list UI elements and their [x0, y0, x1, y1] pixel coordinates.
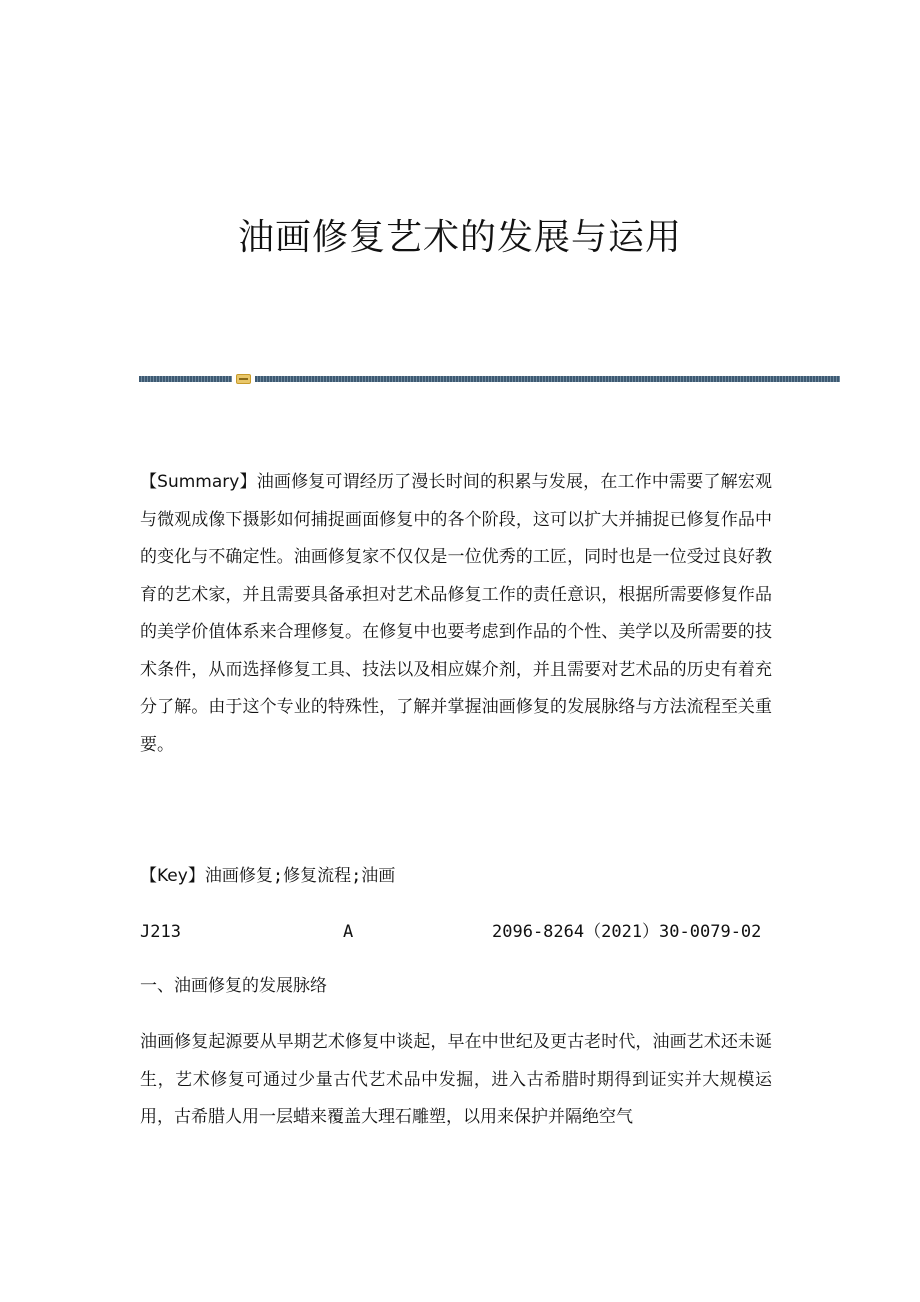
document-code: A — [343, 922, 354, 942]
keywords-paragraph — [140, 858, 772, 896]
divider-ornament-icon — [236, 374, 251, 384]
title-divider — [139, 374, 840, 384]
keywords-label: 【Key】 — [140, 866, 205, 886]
keywords-text: 油画修复;修复流程;油画 — [204, 866, 396, 886]
summary-text: 油画修复可谓经历了漫长时间的积累与发展，在工作中需要了解宏观与微观成像下摄影如何捕捉画面修复中的各个阶段，这可以扩大并捕捉已修复作品中的变化与不确定性。油画修复家不仅仅是一位优秀的工匠，同时也是一位受过良好教育的艺术家，并且需要具备承担对艺术品修复工作的责任意识，根据所需要修复作品的美学价值体系来合理修复。在修复中也要考虑到作品的个性、美学以及所需要的技术条件，从而选择修复工具、技法以及相应媒介剂，并且需要对艺术品的历史有着充分了解。由于这个专业的特殊性，了解并掌握油画修复的发展脉络与方法流程至关重要。 — [140, 472, 772, 755]
article-number: 2096-8264（2021）30-0079-02 — [492, 922, 762, 942]
divider-bar-right — [255, 376, 840, 382]
summary-label: 【Summary】 — [140, 472, 257, 492]
clc-number: J213 — [140, 922, 181, 942]
document-title: 油画修复艺术的发展与运用 — [237, 217, 682, 258]
summary-paragraph — [140, 464, 772, 764]
section-heading: 一、油画修复的发展脉络 — [140, 976, 327, 996]
classification-row — [140, 913, 780, 951]
divider-bar-left — [139, 376, 232, 382]
section-body: 油画修复起源要从早期艺术修复中谈起，早在中世纪及更古老时代，油画艺术还未诞生，艺术修复可通过少量古代艺术品中发掘，进入古希腊时期得到证实并大规模运用，古希腊人用一层蜡来覆盖大理石雕塑，以用来保护并隔绝空气 — [140, 1032, 772, 1127]
